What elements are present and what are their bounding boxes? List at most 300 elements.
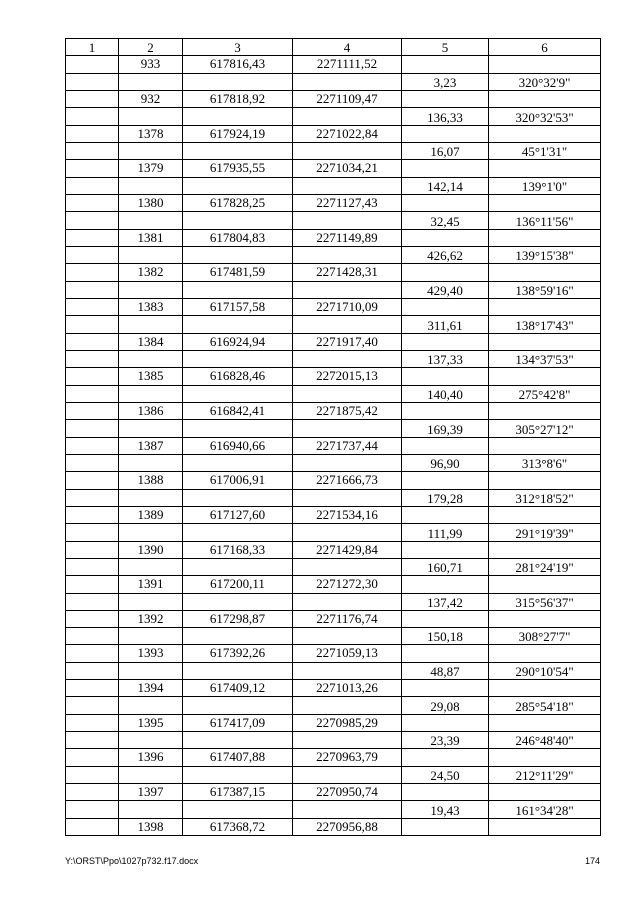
point-row bbox=[66, 680, 601, 697]
segment-length: 111,99 bbox=[402, 524, 489, 541]
point-row bbox=[66, 541, 601, 558]
segment-length: 426,62 bbox=[402, 246, 489, 263]
measurement-row bbox=[66, 454, 601, 471]
empty-cell bbox=[402, 818, 489, 835]
empty-cell bbox=[119, 732, 183, 749]
empty-cell bbox=[293, 177, 402, 194]
empty-cell bbox=[66, 316, 119, 333]
empty-cell bbox=[402, 749, 489, 766]
segment-length: 32,45 bbox=[402, 212, 489, 229]
empty-cell bbox=[119, 489, 183, 506]
empty-cell bbox=[402, 90, 489, 107]
empty-cell bbox=[66, 680, 119, 697]
segment-length: 429,40 bbox=[402, 281, 489, 298]
empty-cell bbox=[293, 766, 402, 783]
empty-cell bbox=[183, 385, 293, 402]
coord-x: 617935,55 bbox=[183, 160, 293, 177]
measurement-row bbox=[66, 316, 601, 333]
empty-cell bbox=[293, 697, 402, 714]
segment-length: 140,40 bbox=[402, 385, 489, 402]
empty-cell bbox=[119, 108, 183, 125]
empty-cell bbox=[119, 142, 183, 159]
coord-y: 2271428,31 bbox=[293, 264, 402, 281]
empty-cell bbox=[293, 420, 402, 437]
coord-x: 617127,60 bbox=[183, 506, 293, 523]
coord-y: 2272015,13 bbox=[293, 368, 402, 385]
point-number: 1392 bbox=[119, 610, 183, 627]
empty-cell bbox=[183, 108, 293, 125]
coord-y: 2271917,40 bbox=[293, 333, 402, 350]
point-number: 1380 bbox=[119, 194, 183, 211]
point-number: 1383 bbox=[119, 298, 183, 315]
empty-cell bbox=[293, 801, 402, 818]
point-number: 1385 bbox=[119, 368, 183, 385]
empty-cell bbox=[119, 246, 183, 263]
empty-cell bbox=[293, 593, 402, 610]
empty-cell bbox=[402, 784, 489, 801]
empty-cell bbox=[66, 177, 119, 194]
coord-x: 616828,46 bbox=[183, 368, 293, 385]
segment-length: 169,39 bbox=[402, 420, 489, 437]
point-number: 1389 bbox=[119, 506, 183, 523]
empty-cell bbox=[183, 73, 293, 90]
empty-cell bbox=[293, 489, 402, 506]
segment-length: 24,50 bbox=[402, 766, 489, 783]
point-number: 932 bbox=[119, 90, 183, 107]
point-number: 1396 bbox=[119, 749, 183, 766]
empty-cell bbox=[293, 142, 402, 159]
coord-y: 2271127,43 bbox=[293, 194, 402, 211]
empty-cell bbox=[183, 316, 293, 333]
empty-cell bbox=[66, 194, 119, 211]
coord-y: 2271059,13 bbox=[293, 645, 402, 662]
column-header: 5 bbox=[402, 39, 489, 56]
empty-cell bbox=[489, 402, 601, 419]
direction-angle: 139°1'0" bbox=[489, 177, 601, 194]
point-row bbox=[66, 194, 601, 211]
coord-x: 617924,19 bbox=[183, 125, 293, 142]
coord-y: 2271429,84 bbox=[293, 541, 402, 558]
measurement-row bbox=[66, 350, 601, 367]
empty-cell bbox=[183, 697, 293, 714]
measurement-row bbox=[66, 524, 601, 541]
coord-y: 2270985,29 bbox=[293, 714, 402, 731]
column-header: 2 bbox=[119, 39, 183, 56]
empty-cell bbox=[402, 402, 489, 419]
empty-cell bbox=[489, 194, 601, 211]
segment-length: 311,61 bbox=[402, 316, 489, 333]
header-row bbox=[66, 39, 601, 56]
point-row bbox=[66, 749, 601, 766]
point-row bbox=[66, 125, 601, 142]
empty-cell bbox=[66, 628, 119, 645]
empty-cell bbox=[489, 472, 601, 489]
empty-cell bbox=[489, 437, 601, 454]
measurement-row bbox=[66, 766, 601, 783]
measurement-row bbox=[66, 108, 601, 125]
point-row bbox=[66, 472, 601, 489]
measurement-row bbox=[66, 593, 601, 610]
empty-cell bbox=[293, 558, 402, 575]
empty-cell bbox=[66, 108, 119, 125]
coord-x: 617006,91 bbox=[183, 472, 293, 489]
empty-cell bbox=[66, 90, 119, 107]
direction-angle: 139°15'38" bbox=[489, 246, 601, 263]
coord-y: 2271022,84 bbox=[293, 125, 402, 142]
coord-x: 617298,87 bbox=[183, 610, 293, 627]
coord-y: 2271737,44 bbox=[293, 437, 402, 454]
empty-cell bbox=[66, 524, 119, 541]
measurement-row bbox=[66, 177, 601, 194]
empty-cell bbox=[66, 558, 119, 575]
point-number: 1384 bbox=[119, 333, 183, 350]
coord-y: 2271013,26 bbox=[293, 680, 402, 697]
empty-cell bbox=[66, 264, 119, 281]
empty-cell bbox=[119, 662, 183, 679]
empty-cell bbox=[402, 610, 489, 627]
empty-cell bbox=[66, 56, 119, 73]
empty-cell bbox=[119, 766, 183, 783]
segment-length: 29,08 bbox=[402, 697, 489, 714]
empty-cell bbox=[183, 766, 293, 783]
point-row bbox=[66, 437, 601, 454]
point-number: 1379 bbox=[119, 160, 183, 177]
empty-cell bbox=[402, 229, 489, 246]
coord-y: 2271109,47 bbox=[293, 90, 402, 107]
document-path: Y:\ORST\Ppo\1027p732.f17.docx bbox=[65, 856, 199, 866]
empty-cell bbox=[183, 662, 293, 679]
point-row bbox=[66, 784, 601, 801]
coord-y: 2271111,52 bbox=[293, 56, 402, 73]
empty-cell bbox=[66, 801, 119, 818]
measurement-row bbox=[66, 420, 601, 437]
coordinates-table bbox=[65, 38, 601, 836]
point-number: 1398 bbox=[119, 818, 183, 835]
empty-cell bbox=[66, 576, 119, 593]
coord-y: 2271149,89 bbox=[293, 229, 402, 246]
empty-cell bbox=[402, 506, 489, 523]
segment-length: 142,14 bbox=[402, 177, 489, 194]
point-row bbox=[66, 506, 601, 523]
empty-cell bbox=[489, 818, 601, 835]
empty-cell bbox=[66, 697, 119, 714]
direction-angle: 138°17'43" bbox=[489, 316, 601, 333]
direction-angle: 320°32'53" bbox=[489, 108, 601, 125]
empty-cell bbox=[402, 645, 489, 662]
empty-cell bbox=[183, 732, 293, 749]
point-row bbox=[66, 610, 601, 627]
direction-angle: 161°34'28" bbox=[489, 801, 601, 818]
empty-cell bbox=[293, 662, 402, 679]
empty-cell bbox=[119, 420, 183, 437]
point-number: 1388 bbox=[119, 472, 183, 489]
coord-y: 2271176,74 bbox=[293, 610, 402, 627]
empty-cell bbox=[489, 506, 601, 523]
empty-cell bbox=[293, 246, 402, 263]
point-number: 1391 bbox=[119, 576, 183, 593]
empty-cell bbox=[489, 90, 601, 107]
empty-cell bbox=[66, 420, 119, 437]
point-number: 1387 bbox=[119, 437, 183, 454]
empty-cell bbox=[402, 194, 489, 211]
empty-cell bbox=[293, 212, 402, 229]
empty-cell bbox=[119, 697, 183, 714]
empty-cell bbox=[66, 784, 119, 801]
empty-cell bbox=[119, 316, 183, 333]
empty-cell bbox=[119, 385, 183, 402]
point-number: 1381 bbox=[119, 229, 183, 246]
coord-x: 617157,58 bbox=[183, 298, 293, 315]
measurement-row bbox=[66, 73, 601, 90]
coord-y: 2271272,30 bbox=[293, 576, 402, 593]
empty-cell bbox=[183, 350, 293, 367]
empty-cell bbox=[66, 212, 119, 229]
empty-cell bbox=[183, 489, 293, 506]
empty-cell bbox=[293, 316, 402, 333]
direction-angle: 138°59'16" bbox=[489, 281, 601, 298]
empty-cell bbox=[66, 368, 119, 385]
empty-cell bbox=[66, 298, 119, 315]
coord-y: 2271666,73 bbox=[293, 472, 402, 489]
segment-length: 96,90 bbox=[402, 454, 489, 471]
empty-cell bbox=[402, 368, 489, 385]
column-header: 1 bbox=[66, 39, 119, 56]
coord-y: 2271710,09 bbox=[293, 298, 402, 315]
empty-cell bbox=[183, 801, 293, 818]
empty-cell bbox=[293, 628, 402, 645]
point-number: 1390 bbox=[119, 541, 183, 558]
empty-cell bbox=[66, 541, 119, 558]
empty-cell bbox=[119, 177, 183, 194]
empty-cell bbox=[489, 714, 601, 731]
empty-cell bbox=[66, 350, 119, 367]
page-number: 174 bbox=[584, 856, 600, 866]
empty-cell bbox=[66, 645, 119, 662]
direction-angle: 134°37'53" bbox=[489, 350, 601, 367]
point-row bbox=[66, 264, 601, 281]
empty-cell bbox=[489, 264, 601, 281]
column-header: 3 bbox=[183, 39, 293, 56]
direction-angle: 45°1'31" bbox=[489, 142, 601, 159]
direction-angle: 313°8'6" bbox=[489, 454, 601, 471]
point-row bbox=[66, 229, 601, 246]
point-row bbox=[66, 368, 601, 385]
segment-length: 136,33 bbox=[402, 108, 489, 125]
empty-cell bbox=[119, 558, 183, 575]
coord-x: 616940,66 bbox=[183, 437, 293, 454]
empty-cell bbox=[293, 281, 402, 298]
measurement-row bbox=[66, 628, 601, 645]
empty-cell bbox=[183, 628, 293, 645]
segment-length: 19,43 bbox=[402, 801, 489, 818]
direction-angle: 315°56'37" bbox=[489, 593, 601, 610]
coord-x: 617200,11 bbox=[183, 576, 293, 593]
empty-cell bbox=[489, 125, 601, 142]
direction-angle: 320°32'9" bbox=[489, 73, 601, 90]
coord-x: 617409,12 bbox=[183, 680, 293, 697]
coord-y: 2271875,42 bbox=[293, 402, 402, 419]
empty-cell bbox=[489, 576, 601, 593]
point-row bbox=[66, 402, 601, 419]
point-row bbox=[66, 56, 601, 73]
empty-cell bbox=[402, 56, 489, 73]
point-number: 933 bbox=[119, 56, 183, 73]
coord-x: 616924,94 bbox=[183, 333, 293, 350]
empty-cell bbox=[183, 454, 293, 471]
measurement-row bbox=[66, 281, 601, 298]
empty-cell bbox=[402, 541, 489, 558]
empty-cell bbox=[183, 212, 293, 229]
empty-cell bbox=[66, 73, 119, 90]
empty-cell bbox=[489, 298, 601, 315]
direction-angle: 290°10'54" bbox=[489, 662, 601, 679]
empty-cell bbox=[293, 732, 402, 749]
column-header: 6 bbox=[489, 39, 601, 56]
coord-y: 2271534,16 bbox=[293, 506, 402, 523]
coord-x: 616842,41 bbox=[183, 402, 293, 419]
empty-cell bbox=[489, 368, 601, 385]
empty-cell bbox=[66, 333, 119, 350]
segment-length: 150,18 bbox=[402, 628, 489, 645]
empty-cell bbox=[489, 160, 601, 177]
direction-angle: 285°54'18" bbox=[489, 697, 601, 714]
empty-cell bbox=[402, 472, 489, 489]
empty-cell bbox=[66, 402, 119, 419]
empty-cell bbox=[293, 108, 402, 125]
empty-cell bbox=[66, 610, 119, 627]
point-row bbox=[66, 298, 601, 315]
segment-length: 48,87 bbox=[402, 662, 489, 679]
segment-length: 23,39 bbox=[402, 732, 489, 749]
direction-angle: 136°11'56" bbox=[489, 212, 601, 229]
point-number: 1394 bbox=[119, 680, 183, 697]
direction-angle: 305°27'12" bbox=[489, 420, 601, 437]
empty-cell bbox=[293, 73, 402, 90]
empty-cell bbox=[66, 246, 119, 263]
empty-cell bbox=[489, 56, 601, 73]
point-row bbox=[66, 90, 601, 107]
point-row bbox=[66, 576, 601, 593]
direction-angle: 312°18'52" bbox=[489, 489, 601, 506]
measurement-row bbox=[66, 489, 601, 506]
empty-cell bbox=[66, 229, 119, 246]
empty-cell bbox=[66, 662, 119, 679]
empty-cell bbox=[119, 593, 183, 610]
point-row bbox=[66, 818, 601, 835]
point-number: 1382 bbox=[119, 264, 183, 281]
empty-cell bbox=[66, 281, 119, 298]
point-number: 1395 bbox=[119, 714, 183, 731]
empty-cell bbox=[489, 749, 601, 766]
coord-x: 617417,09 bbox=[183, 714, 293, 731]
empty-cell bbox=[183, 177, 293, 194]
direction-angle: 281°24'19" bbox=[489, 558, 601, 575]
empty-cell bbox=[293, 385, 402, 402]
measurement-row bbox=[66, 662, 601, 679]
empty-cell bbox=[119, 350, 183, 367]
coord-x: 617818,92 bbox=[183, 90, 293, 107]
empty-cell bbox=[402, 437, 489, 454]
empty-cell bbox=[489, 645, 601, 662]
empty-cell bbox=[293, 350, 402, 367]
empty-cell bbox=[66, 489, 119, 506]
empty-cell bbox=[402, 714, 489, 731]
empty-cell bbox=[402, 298, 489, 315]
empty-cell bbox=[402, 264, 489, 281]
empty-cell bbox=[183, 593, 293, 610]
point-number: 1397 bbox=[119, 784, 183, 801]
empty-cell bbox=[183, 558, 293, 575]
coord-x: 617481,59 bbox=[183, 264, 293, 281]
point-row bbox=[66, 645, 601, 662]
coord-x: 617407,88 bbox=[183, 749, 293, 766]
empty-cell bbox=[119, 801, 183, 818]
empty-cell bbox=[183, 420, 293, 437]
empty-cell bbox=[119, 628, 183, 645]
empty-cell bbox=[66, 125, 119, 142]
empty-cell bbox=[66, 749, 119, 766]
empty-cell bbox=[489, 610, 601, 627]
coord-y: 2270956,88 bbox=[293, 818, 402, 835]
empty-cell bbox=[66, 593, 119, 610]
measurement-row bbox=[66, 246, 601, 263]
empty-cell bbox=[293, 524, 402, 541]
empty-cell bbox=[66, 142, 119, 159]
empty-cell bbox=[66, 766, 119, 783]
column-header: 4 bbox=[293, 39, 402, 56]
direction-angle: 212°11'29" bbox=[489, 766, 601, 783]
direction-angle: 275°42'8" bbox=[489, 385, 601, 402]
point-row bbox=[66, 160, 601, 177]
segment-length: 16,07 bbox=[402, 142, 489, 159]
coord-y: 2270963,79 bbox=[293, 749, 402, 766]
empty-cell bbox=[402, 160, 489, 177]
coord-x: 617816,43 bbox=[183, 56, 293, 73]
measurement-row bbox=[66, 558, 601, 575]
empty-cell bbox=[183, 281, 293, 298]
measurement-row bbox=[66, 212, 601, 229]
point-row bbox=[66, 333, 601, 350]
measurement-row bbox=[66, 142, 601, 159]
empty-cell bbox=[66, 506, 119, 523]
coord-x: 617387,15 bbox=[183, 784, 293, 801]
empty-cell bbox=[489, 333, 601, 350]
empty-cell bbox=[66, 160, 119, 177]
table-body bbox=[66, 56, 601, 836]
empty-cell bbox=[402, 680, 489, 697]
empty-cell bbox=[293, 454, 402, 471]
coord-x: 617392,26 bbox=[183, 645, 293, 662]
empty-cell bbox=[489, 229, 601, 246]
measurement-row bbox=[66, 385, 601, 402]
coord-x: 617368,72 bbox=[183, 818, 293, 835]
direction-angle: 291°19'39" bbox=[489, 524, 601, 541]
empty-cell bbox=[489, 784, 601, 801]
coord-x: 617168,33 bbox=[183, 541, 293, 558]
point-number: 1393 bbox=[119, 645, 183, 662]
empty-cell bbox=[119, 524, 183, 541]
point-row bbox=[66, 714, 601, 731]
measurement-row bbox=[66, 801, 601, 818]
measurement-row bbox=[66, 697, 601, 714]
segment-length: 179,28 bbox=[402, 489, 489, 506]
coord-x: 617828,25 bbox=[183, 194, 293, 211]
segment-length: 3,23 bbox=[402, 73, 489, 90]
coord-x: 617804,83 bbox=[183, 229, 293, 246]
empty-cell bbox=[66, 818, 119, 835]
direction-angle: 246°48'40" bbox=[489, 732, 601, 749]
coord-y: 2271034,21 bbox=[293, 160, 402, 177]
